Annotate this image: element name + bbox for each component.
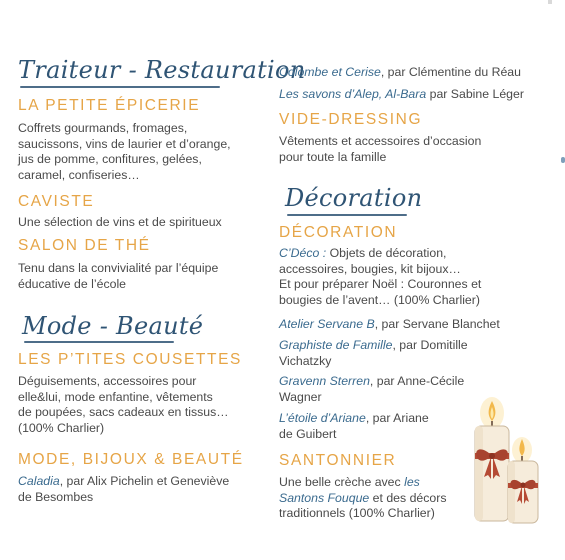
text-line — [279, 246, 481, 262]
exhibitor-name: Graphiste de Famille — [279, 338, 393, 352]
exhibitor-name: Les savons d’Alep, Al-Bara — [279, 87, 427, 101]
text-line — [279, 475, 447, 491]
exhibitor-name: Colombe et Cerise — [279, 65, 381, 79]
exhibitor-name: Atelier Servane B — [279, 317, 375, 331]
text-span: et des décors — [369, 490, 447, 505]
heading-cousettes: LES P’TITES COUSETTES — [18, 351, 242, 368]
exhibitor-detail: , par Alix Pichelin et Geneviève — [59, 474, 230, 488]
text-line: Wagner — [279, 389, 322, 404]
text-line: jus de pomme, confitures, gelées, — [18, 152, 202, 166]
text-line: Et pour préparer Noël : Couronnes et — [279, 277, 482, 291]
exhibitor-detail: , par Anne-Cécile — [369, 374, 465, 388]
title-underline — [24, 341, 174, 343]
gravenn-entry — [279, 374, 464, 405]
caviste-description — [18, 215, 222, 231]
text-line: Vichatzky — [279, 353, 332, 368]
bijoux-description — [18, 474, 229, 505]
text-line: caramel, confiseries… — [18, 167, 140, 182]
text-span: Une belle crèche avec — [279, 475, 405, 489]
petite-epicerie-description — [18, 121, 231, 183]
exhibitor-name: Santons Fouque — [279, 490, 370, 505]
section-title-mode-beaute: Mode - Beauté — [22, 312, 204, 340]
candle-shade — [508, 461, 515, 523]
text-line: Vêtements et accessoires d’occasion — [279, 134, 482, 148]
vide-dressing-description — [279, 134, 481, 165]
text-line: pour toute la famille — [279, 149, 387, 164]
exhibitor-detail: , par Ariane — [365, 411, 429, 425]
text-line: Tenu dans la convivialité par l’équipe — [18, 261, 219, 275]
candle-shade — [475, 426, 483, 521]
graphiste-entry — [279, 338, 468, 369]
text-line: accessoires, bougies, kit bijoux… — [279, 261, 461, 276]
text-line: saucissons, vins de laurier et d’orange, — [18, 136, 231, 151]
heading-caviste: CAVISTE — [18, 193, 95, 210]
text-line — [18, 474, 229, 490]
decoration-description — [279, 246, 481, 308]
title-underline — [287, 214, 407, 216]
heading-salon-de-the: SALON DE THÉ — [18, 237, 151, 254]
santonnier-description — [279, 475, 447, 522]
text-line — [279, 374, 464, 390]
salon-description — [18, 261, 218, 292]
exhibitor-name: C’Déco : — [279, 246, 327, 260]
cousettes-description — [18, 374, 229, 436]
exhibitor-name: les — [404, 475, 420, 489]
section-title-traiteur: Traiteur - Restauration — [18, 56, 306, 84]
top-edge-mark — [548, 0, 552, 4]
section-title-decoration: Décoration — [285, 184, 423, 212]
bow-knot — [521, 483, 526, 488]
edge-dot — [561, 157, 565, 163]
bow-knot — [489, 453, 495, 459]
title-underline — [20, 86, 220, 88]
text-line: Coffrets gourmands, fromages, — [18, 121, 188, 135]
exhibitor-name: Gravenn Sterren — [279, 374, 370, 388]
exhibitor-name: Caladia — [18, 474, 60, 488]
text-line — [279, 411, 429, 427]
savons-line — [279, 87, 524, 103]
exhibitor-detail: Objets de décoration, — [326, 246, 447, 260]
text-line — [279, 491, 447, 507]
colombe-line — [279, 65, 521, 81]
candles-with-bows-illustration — [460, 395, 550, 530]
exhibitor-detail: , par Servane Blanchet — [374, 317, 500, 331]
text-line: Une sélection de vins et de spiritueux — [18, 215, 222, 229]
text-line — [279, 338, 468, 354]
heading-petite-epicerie: LA PETITE ÉPICERIE — [18, 97, 201, 114]
exhibitor-detail: , par Clémentine du Réau — [380, 65, 521, 79]
text-line: de Guibert — [279, 426, 337, 441]
exhibitor-name: L’étoile d’Ariane — [279, 411, 366, 425]
exhibitor-detail: , par Domitille — [392, 338, 468, 352]
text-line: elle&lui, mode enfantine, vêtements — [18, 389, 213, 404]
etoile-entry — [279, 411, 429, 442]
servane-line — [279, 317, 500, 333]
heading-vide-dressing: VIDE-DRESSING — [279, 111, 423, 128]
text-line: de poupées, sacs cadeaux en tissus… — [18, 405, 229, 419]
text-line: bougies de l’avent… (100% Charlier) — [279, 292, 480, 307]
exhibitor-detail: par Sabine Léger — [426, 87, 524, 101]
heading-decoration: DÉCORATION — [279, 224, 398, 241]
text-line: Déguisements, accessoires pour — [18, 374, 197, 388]
heading-mode-bijoux-beaute: MODE, BIJOUX & BEAUTÉ — [18, 451, 244, 468]
text-line: (100% Charlier) — [18, 420, 105, 435]
heading-santonnier: SANTONNIER — [279, 452, 397, 469]
text-line: traditionnels (100% Charlier) — [279, 506, 435, 520]
text-line: de Besombes — [18, 489, 94, 504]
text-line: éducative de l’école — [18, 276, 127, 291]
